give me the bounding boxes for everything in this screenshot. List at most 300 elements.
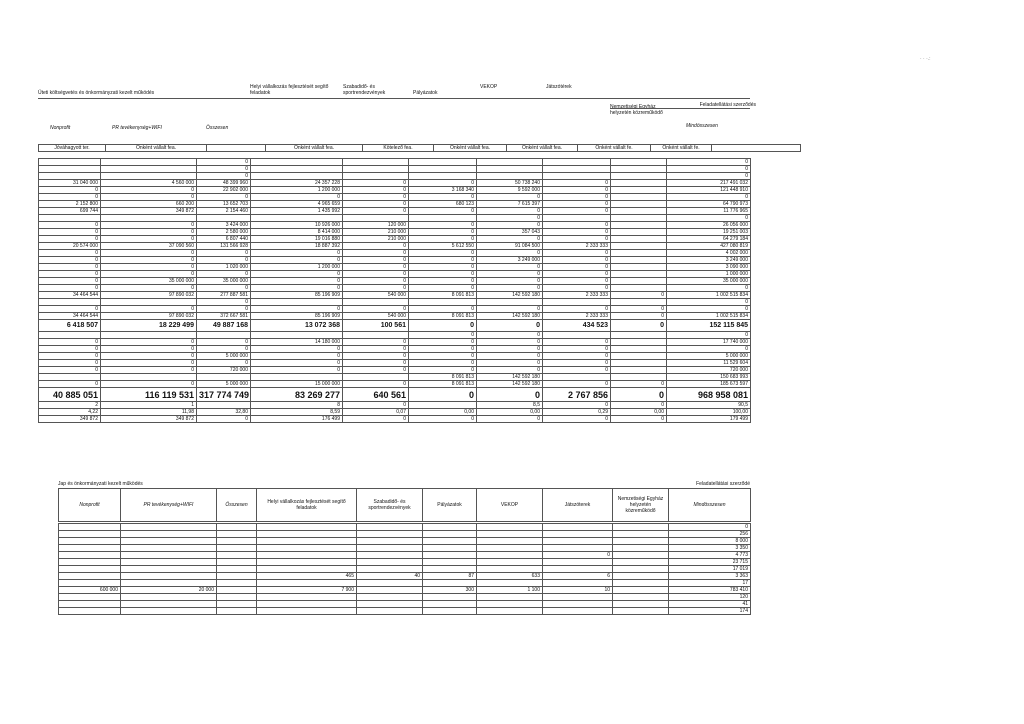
bottom-row-cell	[121, 594, 217, 601]
bottom-row	[59, 573, 751, 580]
top-row-cell: 0	[251, 250, 343, 257]
bottom-row-cell	[613, 580, 669, 587]
top-row-cell: 5 000 000	[667, 353, 751, 360]
top-row-cell: 427 080 819	[667, 243, 751, 250]
bottom-row-cell	[121, 601, 217, 608]
bottom-row-cell	[477, 608, 543, 615]
bottom-row-cell	[543, 538, 613, 545]
top-row	[39, 271, 751, 278]
top-row-cell	[543, 166, 611, 173]
bottom-row-cell: 8 000	[669, 538, 751, 545]
top-row	[39, 257, 751, 264]
top-row-cell: 0	[197, 159, 251, 166]
top-row-cell	[477, 173, 543, 180]
top-row-cell: 11 529 604	[667, 360, 751, 367]
top-row-cell: 0	[197, 194, 251, 201]
top-row-cell: 0	[101, 250, 197, 257]
top-row	[39, 292, 751, 299]
bottom-row-cell	[59, 559, 121, 566]
top-row-cell: 1 200 000	[251, 187, 343, 194]
top-row-cell: 0	[39, 367, 101, 374]
bottom-row	[59, 594, 751, 601]
top-row-cell: 0	[543, 222, 611, 229]
top-row-cell: 20 574 000	[39, 243, 101, 250]
top-row-cell: 13 652 703	[197, 201, 251, 208]
bottom-row-cell	[613, 594, 669, 601]
top-total-row-cell: 2 767 856	[543, 388, 611, 402]
top-row-cell: 35 000 000	[667, 278, 751, 285]
top-row-cell	[101, 166, 197, 173]
top-row-cell: 97 890 032	[101, 292, 197, 299]
top-tail-row-cell: 349 872	[39, 416, 101, 423]
bottom-row-cell	[121, 552, 217, 559]
bottom-row-cell	[59, 580, 121, 587]
bottom-row-cell	[357, 524, 423, 531]
bottom-row-cell	[423, 566, 477, 573]
bottom-row-cell	[257, 608, 357, 615]
bottom-row-cell	[217, 524, 257, 531]
bottom-row-cell: 4 773	[669, 552, 751, 559]
top-tail-row-cell: 8,5	[477, 402, 543, 409]
top-row-cell: 0	[343, 264, 409, 271]
bottom-row-cell	[477, 601, 543, 608]
bottom-row-cell	[257, 601, 357, 608]
top-row-cell: 680 123	[409, 201, 477, 208]
top-row	[39, 346, 751, 353]
top-row-cell: 0	[409, 339, 477, 346]
top-row-cell: 0	[409, 236, 477, 243]
top-row-cell: 64 790 973	[667, 201, 751, 208]
top-row-cell: 0	[39, 222, 101, 229]
top-row-cell: 0	[543, 180, 611, 187]
bottom-row-cell	[543, 531, 613, 538]
bottom-row-cell: 20 000	[121, 587, 217, 594]
bottom-row-cell: 87	[423, 573, 477, 580]
bottom-col-head: Összesen	[217, 489, 257, 522]
bottom-row-cell	[477, 594, 543, 601]
top-subtotal-row-cell: 13 072 368	[251, 320, 343, 332]
bottom-row-cell: 17 019	[669, 566, 751, 573]
bottom-row-cell	[217, 580, 257, 587]
top-subtotal-row-cell: 434 523	[543, 320, 611, 332]
top-total-row-cell: 83 269 277	[251, 388, 343, 402]
top-tail-row-cell	[197, 402, 251, 409]
bottom-row-cell: 256	[669, 531, 751, 538]
top-tail-row-cell: 32,80	[197, 409, 251, 416]
bottom-row-cell	[217, 608, 257, 615]
top-row-cell: 0	[409, 180, 477, 187]
top-row-cell: 185 673 597	[667, 381, 751, 388]
top-row-cell: 0	[409, 264, 477, 271]
top-row-cell: 0	[409, 271, 477, 278]
bottom-row-cell: 40	[357, 573, 423, 580]
bottom-row-cell	[357, 608, 423, 615]
top-row-cell	[409, 159, 477, 166]
bottom-row-cell	[121, 531, 217, 538]
top-row-cell: 0	[667, 332, 751, 339]
bottom-row-cell	[257, 594, 357, 601]
top-row-cell: 0	[39, 194, 101, 201]
top-subtotal-row-cell: 18 229 499	[101, 320, 197, 332]
bottom-row-cell	[613, 566, 669, 573]
top-row-cell: 0	[251, 346, 343, 353]
bottom-row-cell	[613, 538, 669, 545]
top-row-cell: 0	[343, 180, 409, 187]
top-row	[39, 229, 751, 236]
top-row-cell	[343, 374, 409, 381]
top-row	[39, 194, 751, 201]
bottom-col-head: Játszóterek	[543, 489, 613, 522]
top-row-cell: 0	[343, 187, 409, 194]
top-row-cell	[39, 173, 101, 180]
top-tail-row-cell: 8	[251, 402, 343, 409]
bottom-row-cell	[257, 524, 357, 531]
top-row-cell: 5 000 000	[197, 353, 251, 360]
top-sub-osszesen: Összesen	[206, 125, 229, 131]
top-row-cell: 150 683 993	[667, 374, 751, 381]
top-row-cell: 0	[667, 346, 751, 353]
top-row	[39, 278, 751, 285]
top-row-cell: 0	[39, 381, 101, 388]
top-row-cell	[409, 299, 477, 306]
top-row-cell: 31 040 000	[39, 180, 101, 187]
bottom-row-cell	[59, 573, 121, 580]
top-row-cell	[543, 374, 611, 381]
row-head-2: Önként vállalt fea.	[106, 145, 207, 152]
top-row-cell: 0	[543, 264, 611, 271]
bottom-row-cell	[423, 524, 477, 531]
top-row-cell: 0	[197, 346, 251, 353]
top-row-cell: 0	[409, 194, 477, 201]
top-row-cell: 0	[409, 208, 477, 215]
top-row-cell: 0	[543, 229, 611, 236]
top-tail-row-cell: 0,00	[611, 409, 667, 416]
bottom-row-cell: 300	[423, 587, 477, 594]
bottom-row-cell	[543, 566, 613, 573]
top-row-cell: 2 333 333	[543, 243, 611, 250]
bottom-row-cell	[613, 524, 669, 531]
top-row-cell	[197, 332, 251, 339]
top-row-cell	[477, 159, 543, 166]
top-row	[39, 306, 751, 313]
top-col-head-4: VEKOP	[480, 84, 498, 90]
bottom-row-cell: 1 100	[477, 587, 543, 594]
top-row-cell	[343, 215, 409, 222]
top-row-cell: 34 464 544	[39, 292, 101, 299]
bottom-row-cell	[257, 580, 357, 587]
top-row-cell: 720 000	[667, 367, 751, 374]
row-head-5: Önként vállalt fea.	[434, 145, 507, 152]
top-row-cell: 0	[39, 339, 101, 346]
top-row-cell	[343, 299, 409, 306]
bottom-col-head: Pályázatok	[423, 489, 477, 522]
top-row-cell	[611, 236, 667, 243]
bottom-row-cell	[257, 538, 357, 545]
top-row-cell: 26 056 000	[667, 222, 751, 229]
bottom-col-head: VEKOP	[477, 489, 543, 522]
top-row-cell: 91 084 500	[477, 243, 543, 250]
top-row-cell: 0	[543, 194, 611, 201]
top-subtotal-row-cell: 0	[477, 320, 543, 332]
bottom-row-cell	[613, 587, 669, 594]
bottom-row-cell	[257, 559, 357, 566]
top-row-cell: 0	[343, 381, 409, 388]
top-row	[39, 299, 751, 306]
bottom-row-cell	[357, 594, 423, 601]
bottom-row-cell	[217, 573, 257, 580]
bottom-row-cell	[477, 531, 543, 538]
top-row-cell: 0	[543, 381, 611, 388]
top-row-cell: 34 464 544	[39, 313, 101, 320]
top-row-cell	[543, 173, 611, 180]
top-row-cell: 0	[543, 201, 611, 208]
top-row-cell	[611, 166, 667, 173]
top-row-cell: 64 279 184	[667, 236, 751, 243]
top-row	[39, 180, 751, 187]
top-total-row-cell: 116 119 531	[101, 388, 197, 402]
top-tail-row-cell: 176 499	[251, 416, 343, 423]
top-row-cell: 0	[667, 173, 751, 180]
top-row-cell: 0	[409, 306, 477, 313]
top-row-cell	[543, 299, 611, 306]
top-row-cell: 142 592 180	[477, 381, 543, 388]
bottom-row-cell	[543, 608, 613, 615]
bottom-row-cell	[217, 566, 257, 573]
top-row-cell: 0	[543, 339, 611, 346]
top-row-cell	[611, 299, 667, 306]
top-row-cell	[611, 229, 667, 236]
bottom-row-cell	[613, 608, 669, 615]
top-row-cell: 2 333 333	[543, 292, 611, 299]
top-row-cell: 0	[343, 243, 409, 250]
top-row-cell: 0	[39, 346, 101, 353]
top-row-cell	[477, 166, 543, 173]
bottom-row-cell	[357, 531, 423, 538]
top-row-cell: 50 738 240	[477, 180, 543, 187]
bottom-row-cell	[121, 573, 217, 580]
top-row-cell: 0	[343, 194, 409, 201]
top-row-cell: 0	[101, 187, 197, 194]
bottom-row-cell	[121, 545, 217, 552]
bottom-row	[59, 559, 751, 566]
top-sub-pr: PR tevékenység+WIFI	[112, 125, 162, 131]
top-row	[39, 166, 751, 173]
top-total-row-cell: 968 958 081	[667, 388, 751, 402]
bottom-row-cell	[59, 566, 121, 573]
bottom-row-cell	[543, 559, 613, 566]
top-subtotal-row-cell: 100 561	[343, 320, 409, 332]
bottom-row-cell	[59, 594, 121, 601]
bottom-row-cell	[59, 538, 121, 545]
bottom-row-cell: 23 715	[669, 559, 751, 566]
top-row-cell: 1 200 000	[251, 264, 343, 271]
top-row-cell: 0	[343, 201, 409, 208]
top-row-cell: 0	[197, 173, 251, 180]
top-row-cell	[39, 166, 101, 173]
top-row-cell: 3 249 000	[477, 257, 543, 264]
top-row-cell	[611, 285, 667, 292]
top-row-cell: 0	[343, 257, 409, 264]
top-row-cell: 0	[409, 285, 477, 292]
top-row-cell: 4 002 000	[667, 250, 751, 257]
top-row-cell: 0	[101, 257, 197, 264]
bottom-row-cell	[217, 601, 257, 608]
top-row-cell: 0	[101, 194, 197, 201]
top-row-cell: 5 612 550	[409, 243, 477, 250]
top-row	[39, 250, 751, 257]
top-row-cell	[251, 159, 343, 166]
top-row-cell: 0	[39, 353, 101, 360]
top-row-cell: 0	[409, 360, 477, 367]
top-row-cell: 142 592 180	[477, 374, 543, 381]
bottom-row-cell	[59, 524, 121, 531]
top-row-cell: 210 000	[343, 236, 409, 243]
bottom-row-cell: 41	[669, 601, 751, 608]
top-row-cell: 0	[251, 278, 343, 285]
top-row-cell: 1 002 515 834	[667, 313, 751, 320]
top-row-cell	[101, 374, 197, 381]
top-row-cell: 8 091 813	[409, 313, 477, 320]
top-row-cell	[101, 159, 197, 166]
top-tail-row-cell: 179 499	[667, 416, 751, 423]
top-tail-row-cell: 90,5	[667, 402, 751, 409]
top-row-cell: 22 902 000	[197, 187, 251, 194]
top-row	[39, 381, 751, 388]
bottom-row-cell	[257, 545, 357, 552]
top-row-cell: 0	[667, 194, 751, 201]
top-row-cell: 0	[543, 346, 611, 353]
bottom-row-cell: 600 000	[59, 587, 121, 594]
bottom-row-cell	[613, 601, 669, 608]
top-tail-row	[39, 409, 751, 416]
bottom-row-cell	[423, 545, 477, 552]
top-row	[39, 353, 751, 360]
top-row-cell: 35 000 000	[101, 278, 197, 285]
top-row-cell: 0	[197, 271, 251, 278]
top-total-row-cell: 640 561	[343, 388, 409, 402]
top-row-cell: 210 000	[343, 229, 409, 236]
bottom-row-cell	[357, 545, 423, 552]
top-tail-row-cell: 0	[611, 416, 667, 423]
bottom-row-cell	[423, 594, 477, 601]
top-row-cell: 0	[409, 278, 477, 285]
top-row-cell	[611, 250, 667, 257]
top-row-cell: 0	[343, 208, 409, 215]
bottom-row-cell	[121, 524, 217, 531]
top-row	[39, 374, 751, 381]
top-row-cell: 0	[101, 229, 197, 236]
top-row-cell: 3 168 340	[409, 187, 477, 194]
top-row-cell: 0	[477, 264, 543, 271]
top-subtotal-row-cell: 49 887 168	[197, 320, 251, 332]
top-tail-row-cell: 11,98	[101, 409, 197, 416]
bottom-row-cell	[217, 587, 257, 594]
top-row-cell: 0	[543, 360, 611, 367]
top-row-cell: 0	[251, 360, 343, 367]
top-row-cell	[101, 332, 197, 339]
top-row-cell: 2 154 460	[197, 208, 251, 215]
top-tail-row-cell: 0	[197, 416, 251, 423]
bottom-row-cell	[357, 566, 423, 573]
top-row-cell: 2 580 000	[197, 229, 251, 236]
top-row	[39, 313, 751, 320]
bottom-right-head: Feladatellátási szerződé	[696, 481, 750, 487]
bottom-row-cell	[477, 524, 543, 531]
top-tail-row-cell: 0	[409, 416, 477, 423]
top-tail-row-cell: 0	[543, 402, 611, 409]
top-row-cell	[611, 374, 667, 381]
top-row-cell: 699 744	[39, 208, 101, 215]
top-row-cell: 8 091 813	[409, 381, 477, 388]
top-row-cell: 0	[343, 367, 409, 374]
bottom-data-table	[58, 523, 751, 615]
top-row-cell	[611, 243, 667, 250]
bottom-row-cell	[357, 601, 423, 608]
bottom-row-cell	[613, 545, 669, 552]
top-row	[39, 285, 751, 292]
top-row-cell: 0	[543, 257, 611, 264]
top-row-cell: 0	[477, 285, 543, 292]
top-row-cell	[251, 166, 343, 173]
top-row-cell: 8 414 000	[251, 229, 343, 236]
bottom-row	[59, 587, 751, 594]
top-row-cell	[251, 332, 343, 339]
top-row-cell: 131 566 928	[197, 243, 251, 250]
top-row-cell: 0	[101, 346, 197, 353]
bottom-row	[59, 545, 751, 552]
top-col-head-3: Pályázatok	[413, 90, 438, 96]
top-tail-row-cell: 349 872	[101, 416, 197, 423]
bottom-col-head: Szabadidő- és sportrendezvények	[357, 489, 423, 522]
top-row-cell: 7 615 397	[477, 201, 543, 208]
top-total-row-cell: 0	[409, 388, 477, 402]
bottom-row-cell	[121, 608, 217, 615]
top-subtotal-row-cell: 6 418 507	[39, 320, 101, 332]
top-tail-row-cell: 100,00	[667, 409, 751, 416]
top-row-cell: 24 357 228	[251, 180, 343, 187]
top-row-cell	[611, 194, 667, 201]
top-row-cell: 0	[543, 236, 611, 243]
bottom-row-cell: 3 350	[669, 545, 751, 552]
top-subtotal-row	[39, 320, 751, 332]
top-row-cell	[409, 173, 477, 180]
bottom-row-cell: 10	[543, 587, 613, 594]
top-tail-row-cell: 0,00	[409, 409, 477, 416]
bottom-row	[59, 601, 751, 608]
top-row-cell: 2 333 333	[543, 313, 611, 320]
bottom-col-head: PR tevékenység+WIFI	[121, 489, 217, 522]
bottom-row-cell	[121, 559, 217, 566]
top-total-row-cell: 0	[477, 388, 543, 402]
top-row-cell	[611, 346, 667, 353]
top-row-cell: 1 020 000	[197, 264, 251, 271]
bottom-row-cell	[257, 566, 357, 573]
top-row-cell: 0	[543, 278, 611, 285]
bottom-row-cell	[217, 594, 257, 601]
top-row-cell: 0	[251, 353, 343, 360]
bottom-col-head: Nonprofit	[59, 489, 121, 522]
top-row-cell: 0	[543, 271, 611, 278]
bottom-row-cell	[59, 601, 121, 608]
scan-specks: · · ·.:	[920, 56, 931, 62]
top-row-cell: 0	[343, 271, 409, 278]
top-row-cell: 349 872	[101, 208, 197, 215]
top-row-cell: 0	[39, 306, 101, 313]
bottom-row-cell	[477, 552, 543, 559]
top-row-cell: 0	[101, 264, 197, 271]
bottom-row-cell	[423, 559, 477, 566]
top-row	[39, 173, 751, 180]
